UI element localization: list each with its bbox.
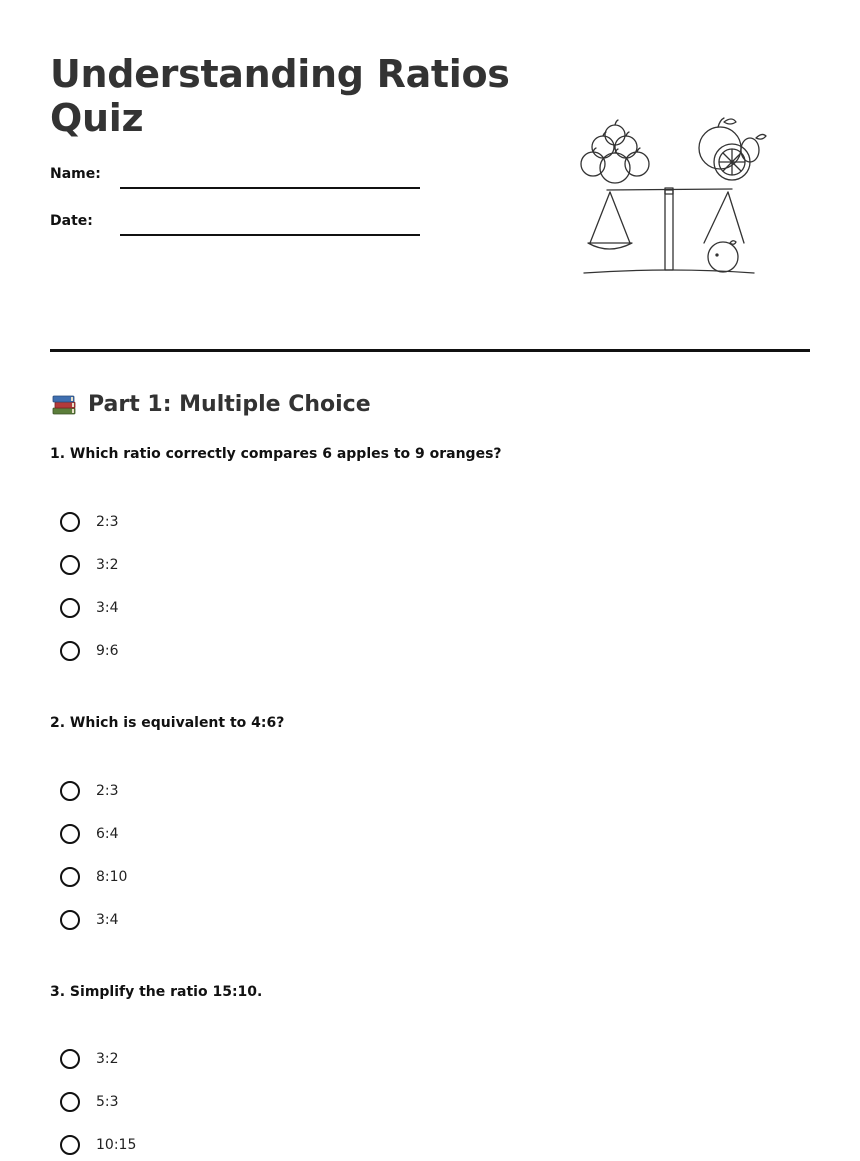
- section-title-text: Part 1: Multiple Choice: [88, 391, 371, 417]
- option-label: 2:3: [96, 783, 119, 799]
- radio-button[interactable]: [60, 512, 80, 532]
- radio-button[interactable]: [60, 1049, 80, 1069]
- date-underline[interactable]: [120, 234, 420, 236]
- option-label: 5:3: [96, 1094, 119, 1110]
- option-label: 10:15: [96, 1137, 137, 1153]
- option-label: 3:2: [96, 557, 119, 573]
- option-label: 2:3: [96, 514, 119, 530]
- option-label: 9:6: [96, 643, 119, 659]
- radio-button[interactable]: [60, 824, 80, 844]
- answer-option[interactable]: [60, 863, 360, 891]
- page-title: Understanding Ratios Quiz: [50, 52, 510, 140]
- radio-button[interactable]: [60, 641, 80, 661]
- answer-option[interactable]: [60, 508, 360, 536]
- option-label: 3:4: [96, 912, 119, 928]
- question-text: 1. Which ratio correctly compares 6 apples to 9 oranges?: [50, 446, 502, 462]
- radio-button[interactable]: [60, 867, 80, 887]
- answer-option[interactable]: [60, 906, 360, 934]
- balance-scale-fruit-icon: [572, 110, 772, 285]
- question-text: 3. Simplify the ratio 15:10.: [50, 984, 263, 1000]
- books-icon: [50, 390, 78, 418]
- name-label: Name:: [50, 166, 101, 182]
- option-label: 6:4: [96, 826, 119, 842]
- name-field[interactable]: [50, 160, 420, 190]
- header-divider: [50, 349, 810, 352]
- radio-button[interactable]: [60, 1135, 80, 1155]
- radio-button[interactable]: [60, 781, 80, 801]
- answer-option[interactable]: [60, 637, 360, 665]
- answer-option[interactable]: [60, 1131, 360, 1159]
- question-text: 2. Which is equivalent to 4:6?: [50, 715, 285, 731]
- option-label: 3:4: [96, 600, 119, 616]
- date-field[interactable]: [50, 207, 420, 237]
- radio-button[interactable]: [60, 598, 80, 618]
- answer-option[interactable]: [60, 551, 360, 579]
- name-underline[interactable]: [120, 187, 420, 189]
- answer-option[interactable]: [60, 1045, 360, 1073]
- answer-option[interactable]: [60, 777, 360, 805]
- answer-option[interactable]: [60, 1088, 360, 1116]
- answer-option[interactable]: [60, 820, 360, 848]
- answer-option[interactable]: [60, 594, 360, 622]
- quiz-page: [50, 0, 810, 1161]
- section-title: [50, 388, 371, 420]
- radio-button[interactable]: [60, 555, 80, 575]
- date-label: Date:: [50, 213, 93, 229]
- radio-button[interactable]: [60, 910, 80, 930]
- option-label: 8:10: [96, 869, 128, 885]
- option-label: 3:2: [96, 1051, 119, 1067]
- radio-button[interactable]: [60, 1092, 80, 1112]
